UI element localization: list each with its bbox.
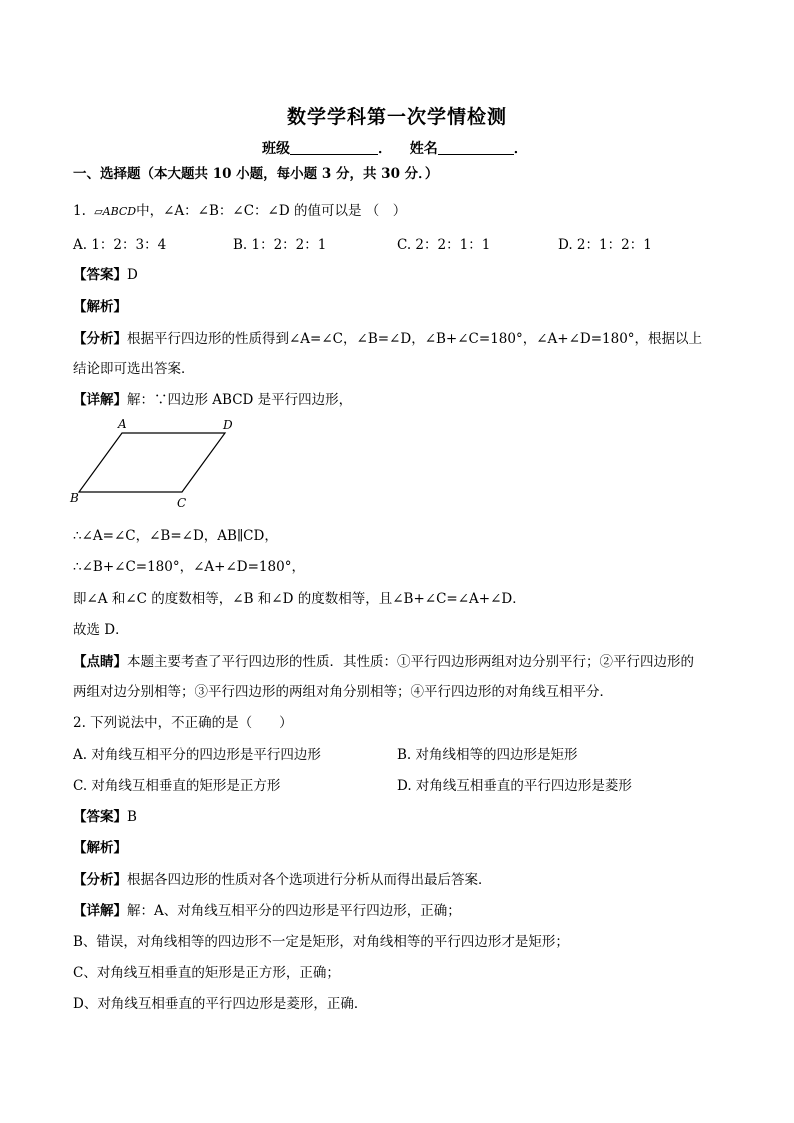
q1-fenxi-cont: 结论即可选出答案． <box>73 361 195 377</box>
q2-xiangjie <box>73 899 461 919</box>
xiangjie-tag: 【详解】 <box>73 392 127 408</box>
q1-analysis-tag: 【解析】 <box>73 299 127 315</box>
q1-answer <box>73 263 138 283</box>
vertex-label-d: D <box>223 418 233 432</box>
q2-answer <box>73 805 137 825</box>
q1-dianjing-cont: 两组对边分别相等；③平行四边形的两组对角分别相等；④平行四边形的对角线互相平分． <box>73 684 613 700</box>
name-dot: ． <box>513 141 528 157</box>
xiangjie-text: 解：A、对角线互相平分的四边形是平行四边形，正确； <box>127 903 461 919</box>
q1-option-d: D. 2：1：2：1 <box>558 237 652 253</box>
vertex-label-c: C <box>177 496 187 510</box>
class-blank <box>290 140 378 155</box>
q1-fenxi <box>73 327 702 347</box>
section-heading: 一、选择题（本大题共 10 小题，每小题 3 分，共 30 分．） <box>73 166 439 182</box>
q2-line-c: C、对角线互相垂直的矩形是正方形，正确； <box>73 965 340 981</box>
q2-stem: 2. 下列说法中，不正确的是（ ） <box>73 715 293 731</box>
q1-step-1: ∴∠A=∠C，∠B=∠D，AB∥CD， <box>73 528 278 544</box>
vertex-label-a: A <box>118 417 127 431</box>
q1-option-a: A. 1：2：3：4 <box>73 237 167 253</box>
fenxi-tag: 【分析】 <box>73 331 127 347</box>
answer-value: B <box>127 809 137 825</box>
parallelogram-symbol: ▱ABCD <box>94 205 137 218</box>
fenxi-tag: 【分析】 <box>73 872 127 888</box>
dianjing-tag: 【点睛】 <box>73 654 127 670</box>
class-dot: ． <box>378 141 392 157</box>
class-label: 班级 <box>262 141 290 157</box>
q2-fenxi <box>73 868 492 888</box>
xiangjie-tag: 【详解】 <box>73 903 127 919</box>
fenxi-text: 根据平行四边形的性质得到∠A=∠C，∠B=∠D，∠B+∠C=180°，∠A+∠D=180°，根据以上 <box>127 331 703 347</box>
q1-option-b: B. 1：2：2：1 <box>233 237 327 253</box>
q1-step-2: ∴∠B+∠C=180°，∠A+∠D=180°， <box>73 559 305 575</box>
q1-option-c: C. 2：2：1：1 <box>397 237 491 253</box>
q1-stem <box>73 199 406 219</box>
name-blank <box>438 140 514 155</box>
name-label: 姓名 <box>409 141 438 157</box>
answer-tag: 【答案】 <box>73 267 127 283</box>
q2-option-b: B. 对角线相等的四边形是矩形 <box>397 747 578 763</box>
q1-step-4: 故选 D． <box>73 622 129 638</box>
q2-option-c: C. 对角线互相垂直的矩形是正方形 <box>73 778 281 794</box>
xiangjie-text: 解：∵四边形 ABCD 是平行四边形， <box>127 392 353 408</box>
q1-dianjing <box>73 650 694 670</box>
q1-step-3: 即∠A 和∠C 的度数相等，∠B 和∠D 的度数相等，且∠B+∠C=∠A+∠D． <box>73 591 526 607</box>
fenxi-text: 根据各四边形的性质对各个选项进行分析从而得出最后答案． <box>127 872 492 888</box>
q1-stem-text: 中，∠A：∠B：∠C：∠D 的值可以是 （ ） <box>136 203 407 219</box>
dianjing-text: 本题主要考查了平行四边形的性质．其性质：①平行四边形两组对边分别平行；②平行四边形的 <box>127 654 694 670</box>
q1-number: 1. <box>73 203 86 219</box>
student-info-line <box>262 138 528 158</box>
q2-option-d: D. 对角线互相垂直的平行四边形是菱形 <box>397 778 632 794</box>
q1-xiangjie <box>73 388 352 408</box>
page-title: 数学学科第一次学情检测 <box>286 106 507 128</box>
answer-tag: 【答案】 <box>73 809 127 825</box>
vertex-label-b: B <box>70 491 79 505</box>
answer-value: D <box>127 267 138 283</box>
q2-option-a: A. 对角线互相平分的四边形是平行四边形 <box>73 747 321 763</box>
parallelogram-shape <box>79 433 225 492</box>
parallelogram-diagram <box>66 414 246 516</box>
q2-line-b: B、错误，对角线相等的四边形不一定是矩形，对角线相等的平行四边形才是矩形； <box>73 934 569 950</box>
q2-analysis-tag: 【解析】 <box>73 840 127 856</box>
q2-line-d: D、对角线互相垂直的平行四边形是菱形，正确． <box>73 996 368 1012</box>
